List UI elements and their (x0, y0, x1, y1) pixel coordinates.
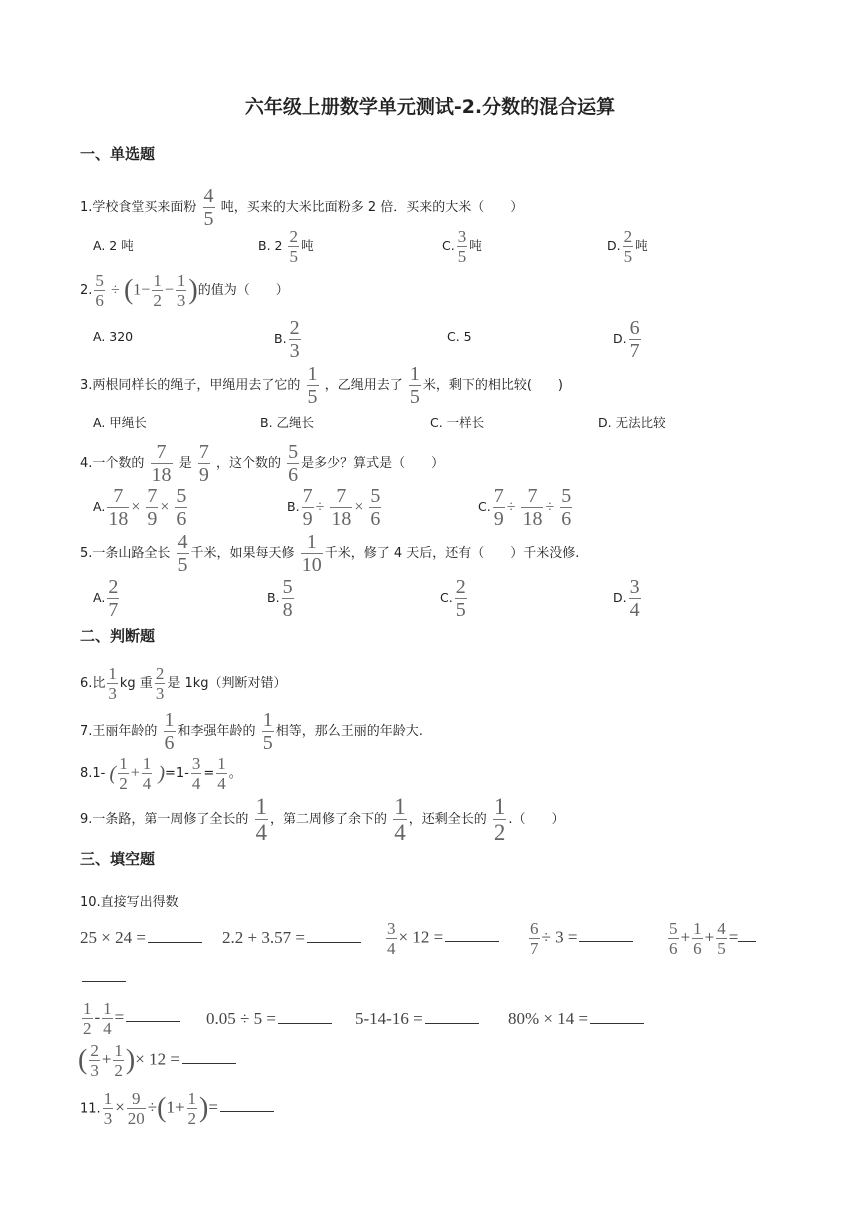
q10-expr-7: 0.05 ÷ 5 = (206, 1009, 334, 1029)
q1-option-b[interactable]: B. 2 $\frac{2}{5}$ 吨 (258, 227, 314, 266)
q10-expr-3: $\frac{3}{4}$ × 12 = (384, 920, 501, 957)
question-10-label: 10.直接写出得数 (80, 895, 179, 910)
question-11: 11. $\frac{1}{3}$ × $\frac{9}{20}$ ÷(1+ $\frac{1}{2}$ )= (80, 1090, 276, 1127)
q10-expr-1: 25 × 24 = (80, 928, 204, 948)
question-3: 3.两根同样长的绳子，甲绳用去了它的 $\frac{1}{5}$ ，乙绳用去了 $\frac{1}{5}$ 米，剩下的相比较( ) (80, 363, 563, 408)
q10-expr-4: $\frac{6}{7}$ ÷ 3 = (527, 920, 635, 957)
q1-text: 1.学校食堂买来面粉 (80, 200, 197, 215)
answer-blank[interactable] (220, 1097, 274, 1112)
q1-text-suffix: 吨，买来的大米比面粉多 2 倍．买来的大米（ ） (220, 200, 524, 215)
answer-blank[interactable] (148, 928, 202, 943)
answer-blank[interactable] (579, 927, 633, 942)
section-heading-single-choice: 一、单选题 (80, 145, 156, 163)
q3-option-a[interactable]: A. 甲绳长 (93, 415, 147, 430)
q3-option-d[interactable]: D. 无法比较 (598, 415, 666, 430)
q3-option-b[interactable]: B. 乙绳长 (260, 415, 315, 430)
q5-option-b[interactable]: B. $\frac{5}{8}$ (267, 576, 293, 621)
q4-option-b[interactable]: B. $\frac{7}{9}$ ÷ $\frac{7}{18}$ × $\frac{5}{6}$ (287, 485, 381, 530)
question-1 (80, 186, 523, 229)
answer-blank[interactable] (278, 1009, 332, 1024)
q1-fraction: $\frac{4}{5}$ (203, 185, 214, 230)
q10-expr-8: 5-14-16 = (355, 1009, 481, 1029)
q4-option-a[interactable]: A. $\frac{7}{18}$ × $\frac{7}{9}$ × $\frac{5}{6}$ (93, 485, 187, 530)
q10-expr-10: ( $\frac{2}{3}$ + $\frac{1}{2}$ )× 12 = (78, 1042, 238, 1079)
answer-blank[interactable] (126, 1007, 180, 1022)
q10-expr-9: 80% × 14 = (508, 1009, 646, 1029)
question-8: 8.1- ( $\frac{1}{2}$ + $\frac{1}{4}$ )=1- $\frac{3}{4}$ = $\frac{1}{4}$ 。 (80, 754, 242, 793)
q10-expr-6: $\frac{1}{2}$ - $\frac{1}{4}$ = (80, 1000, 182, 1037)
question-7: 7.王丽年龄的 $\frac{1}{6}$ 和李强年龄的 $\frac{1}{5}$ 相等，那么王丽的年龄大. (80, 709, 423, 754)
q2-option-c[interactable]: C. 5 (447, 329, 472, 344)
q1-option-a[interactable]: A. 2 吨 (93, 238, 134, 253)
q1-option-c[interactable]: C. $\frac{3}{5}$ 吨 (442, 227, 482, 266)
q1-option-d[interactable]: D. $\frac{2}{5}$ 吨 (607, 227, 648, 266)
answer-blank[interactable] (425, 1009, 479, 1024)
q4-option-c[interactable]: C. $\frac{7}{9}$ ÷ $\frac{7}{18}$ ÷ $\frac{5}{6}$ (478, 485, 572, 530)
answer-blank[interactable] (590, 1009, 644, 1024)
q2-option-d[interactable]: D. $\frac{6}{7}$ (613, 317, 640, 362)
answer-blank[interactable] (738, 927, 756, 942)
section-heading-true-false: 二、判断题 (80, 627, 156, 645)
question-4: 4.一个数的 $\frac{7}{18}$ 是 $\frac{7}{9}$ ，这个数的 $\frac{5}{6}$ 是多少？算式是（ ） (80, 441, 445, 486)
q5-option-d[interactable]: D. $\frac{3}{4}$ (613, 576, 640, 621)
answer-blank[interactable] (307, 928, 361, 943)
q2-option-a[interactable]: A. 320 (93, 329, 134, 344)
q10-expr-5: $\frac{5}{6}$ + $\frac{1}{6}$ + $\frac{4}{5}$ = (666, 920, 756, 957)
q10-expr-2: 2.2 + 3.57 = (222, 928, 363, 948)
page-title: 六年级上册数学单元测试-2.分数的混合运算 (244, 96, 616, 118)
answer-blank-continued (80, 967, 128, 986)
question-6: 6.比 $\frac{1}{3}$ kg 重 $\frac{2}{3}$ 是 1kg（判断对错） (80, 664, 287, 703)
q5-option-a[interactable]: A. $\frac{2}{7}$ (93, 576, 119, 621)
question-5: 5.一条山路全长 $\frac{4}{5}$ 千米，如果每天修 $\frac{1}{10}$ 千米，修了 4 天后，还有（ ）千米没修. (80, 531, 580, 576)
question-2: 2. $\frac{5}{6}$ ÷ (1− $\frac{1}{2}$ − $\frac{1}{3}$ )的值为（ ） (80, 271, 289, 310)
question-9: 9.一条路，第一周修了全长的 $\frac{1}{4}$ ，第二周修了余下的 $\frac{1}{4}$ ，还剩全长的 $\frac{1}{2}$ .（ ） (80, 794, 565, 845)
q3-option-c[interactable]: C. 一样长 (430, 415, 485, 430)
section-heading-fill-blank: 三、填空题 (80, 850, 156, 868)
answer-blank[interactable] (445, 927, 499, 942)
q5-option-c[interactable]: C. $\frac{2}{5}$ (440, 576, 466, 621)
q2-option-b[interactable]: B. $\frac{2}{3}$ (274, 317, 300, 362)
answer-blank[interactable] (182, 1049, 236, 1064)
